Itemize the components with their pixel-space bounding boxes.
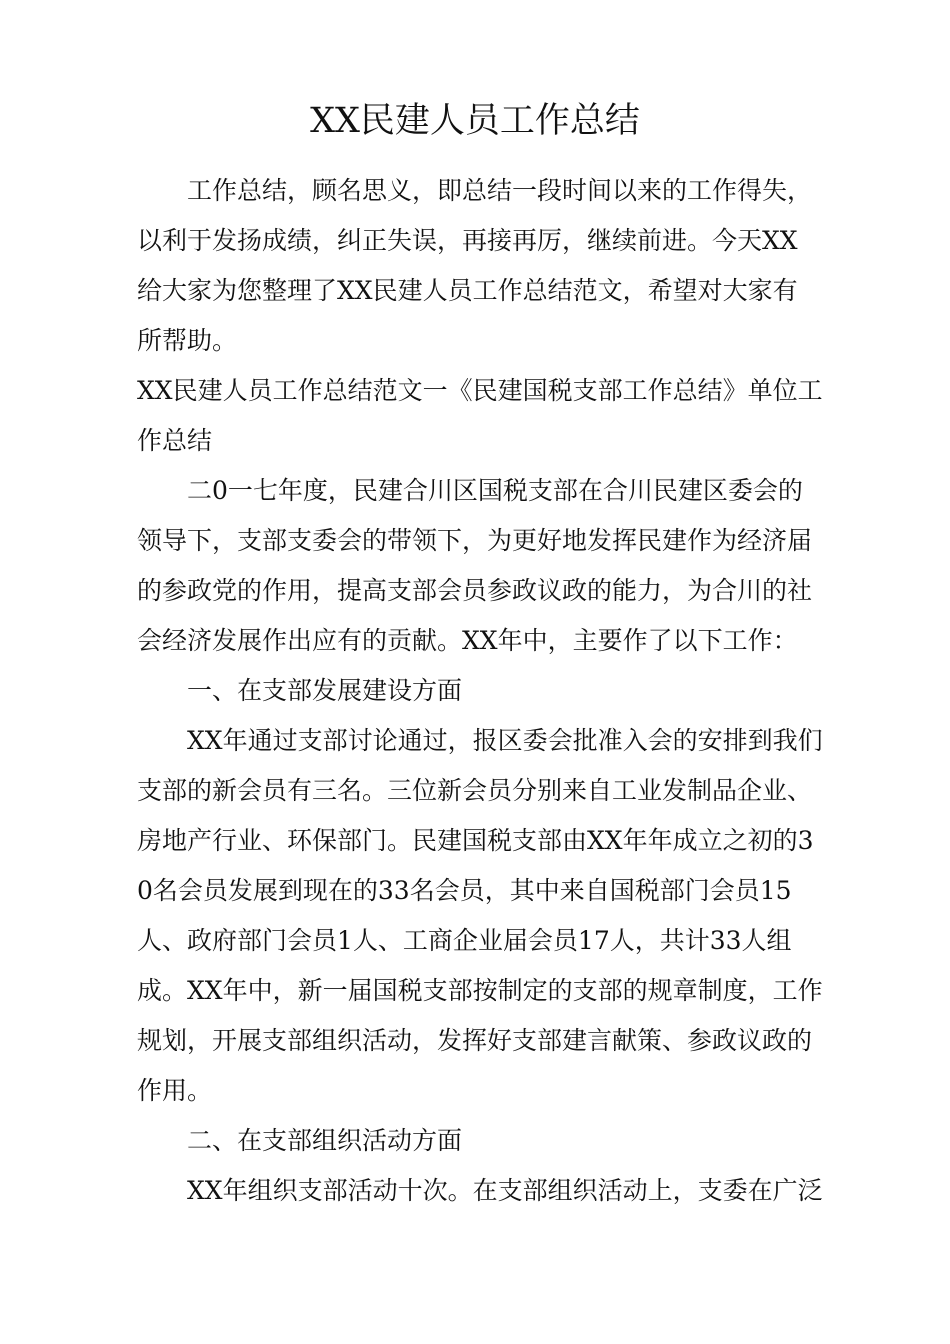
paragraph-line: 成。XX年中，新一届国税支部按制定的支部的规章制度，工作	[137, 976, 823, 1005]
paragraph-line: 会经济发展作出应有的贡献。XX年中，主要作了以下工作：	[137, 626, 798, 655]
paragraph-line: 所帮助。	[137, 326, 238, 355]
paragraph-line: 二0一七年度，民建合川区国税支部在合川民建区委会的	[187, 476, 803, 505]
paragraph-line: XX年通过支部讨论通过，报区委会批准入会的安排到我们	[187, 726, 823, 755]
paragraph-line: XX年组织支部活动十次。在支部组织活动上，支委在广泛	[187, 1176, 823, 1205]
paragraph-line: 0名会员发展到现在的33名会员，其中来自国税部门会员15	[137, 876, 792, 905]
paragraph-line: 以利于发扬成绩，纠正失误，再接再厉，继续前进。今天XX	[137, 226, 798, 255]
section-heading-line: 作总结	[137, 426, 213, 455]
paragraph-line: 支部的新会员有三名。三位新会员分别来自工业发制品企业、	[137, 776, 813, 805]
section-heading-line: XX民建人员工作总结范文一《民建国税支部工作总结》单位工	[137, 376, 823, 405]
paragraph-line: 房地产行业、环保部门。民建国税支部由XX年年成立之初的3	[137, 826, 814, 855]
paragraph-line: 作用。	[137, 1076, 213, 1105]
paragraph-line: 的参政党的作用，提高支部会员参政议政的能力，为合川的社	[137, 576, 813, 605]
paragraph-line: 领导下，支部支委会的带领下，为更好地发挥民建作为经济届	[137, 526, 813, 555]
document-title: XX民建人员工作总结	[310, 101, 640, 141]
paragraph-line: 规划，开展支部组织活动，发挥好支部建言献策、参政议政的	[137, 1026, 813, 1055]
subheading-line: 二、在支部组织活动方面	[187, 1126, 463, 1155]
paragraph-line: 给大家为您整理了XX民建人员工作总结范文，希望对大家有	[137, 276, 798, 305]
subheading-line: 一、在支部发展建设方面	[187, 676, 463, 705]
paragraph-line: 工作总结，顾名思义，即总结一段时间以来的工作得失，	[187, 176, 813, 205]
paragraph-line: 人、政府部门会员1人、工商企业届会员17人，共计33人组	[137, 926, 792, 955]
